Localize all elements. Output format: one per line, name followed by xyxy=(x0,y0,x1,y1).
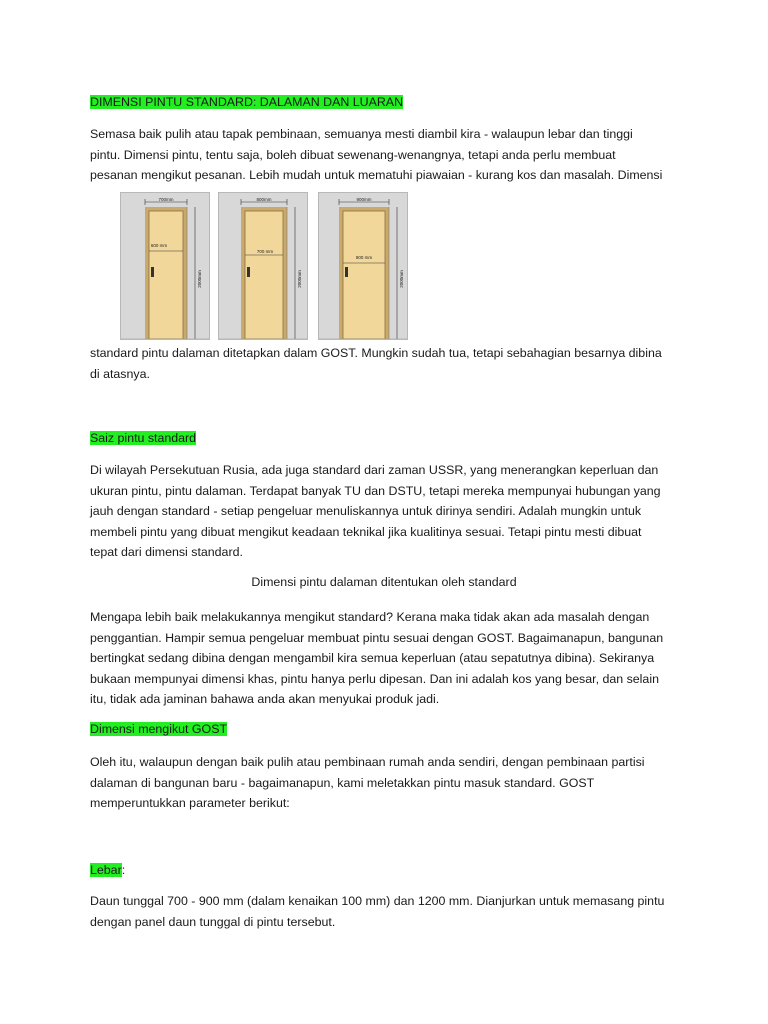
section-heading-standard-door-dimensions xyxy=(90,95,403,109)
paragraph-line: Mengapa lebih baik melakukannya mengikut standard? Kerana maka tidak akan ada masalah dengan xyxy=(90,610,650,624)
section2-paragraph xyxy=(90,460,690,563)
door-top-width-label: 800mm xyxy=(256,197,272,202)
after-figure-paragraph xyxy=(90,343,690,384)
section-heading-door-size xyxy=(90,431,196,445)
paragraph-line: Di wilayah Persekutuan Rusia, ada juga standard dari zaman USSR, yang menerangkan keperluan dan xyxy=(90,463,659,477)
door-height-label: 2000mm xyxy=(197,270,202,288)
paragraph-line: pintu. Dimensi pintu, tentu saja, boleh dibuat sewenang-wenangnya, tetapi anda perlu membuat xyxy=(90,147,616,162)
intro-paragraph xyxy=(90,124,690,186)
section2-paragraph-2 xyxy=(90,607,690,710)
door-top-width-label: 700mm xyxy=(158,197,174,202)
paragraph-line: Semasa baik pulih atau tapak pembinaan, semuanya mesti diambil kira - walaupun lebar dan tinggi xyxy=(90,127,633,141)
section3-paragraph xyxy=(90,752,690,814)
section-heading-width xyxy=(90,863,125,877)
paragraph-line: Daun tunggal 700 - 900 mm (dalam kenaikan 100 mm) dan 1200 mm. Dianjurkan untuk memasang pintu xyxy=(90,894,665,908)
centered-caption: Dimensi pintu dalaman ditentukan oleh standard xyxy=(251,575,517,589)
section-heading-gost-dimensions xyxy=(90,722,227,736)
heading-highlight: DIMENSI PINTU STANDARD: DALAMAN DAN LUARAN xyxy=(90,95,404,109)
paragraph-line: standard pintu dalaman ditetapkan dalam GOST. Mungkin sudah tua, tetapi sebahagian besarnya dibina xyxy=(90,346,662,360)
door-height-label: 2000mm xyxy=(297,270,302,288)
paragraph-line: jauh dengan standard - setiap pengeluar menuliskannya untuk dirinya sendiri. Adalah mungkin untuk xyxy=(90,504,642,518)
paragraph-line: bukaan mempunyai dimensi khas, pintu hanya perlu dipesan. Dan ini adalah kos yang besar, dan selain xyxy=(90,671,659,686)
door-height-label: 2000mm xyxy=(399,270,404,288)
paragraph-line: Oleh itu, walaupun dengan baik pulih atau pembinaan rumah anda sendiri, dengan pembinaan partisi xyxy=(90,755,645,769)
paragraph-line: penggantian. Hampir semua pengeluar membuat pintu sesuai dengan GOST. Bagaimanapun, bangunan xyxy=(90,630,664,645)
paragraph-line: pesanan mengikut pesanan. Lebih mudah untuk mematuhi piawaian - kurang kos dan masalah. Dimensi xyxy=(90,168,663,182)
paragraph-line: itu, tidak ada jaminan bahawa anda akan menyukai produk jadi. xyxy=(90,692,440,706)
heading-highlight: Lebar xyxy=(90,863,122,877)
door-diagram-900 xyxy=(318,192,408,340)
paragraph-line: ukuran pintu, pintu dalaman. Terdapat banyak TU dan DSTU, tetapi mereka mempunyai hubungan yang xyxy=(90,483,661,498)
door-diagram-700 xyxy=(120,192,210,340)
paragraph-line: di atasnya. xyxy=(90,366,150,381)
heading-colon: : xyxy=(121,863,126,877)
paragraph-line: dalaman di bangunan baru - bagaimanapun, kami meletakkan pintu masuk standard. GOST xyxy=(90,775,595,790)
door-diagram-800 xyxy=(218,192,308,340)
paragraph-line: bertingkat sedang dibina dengan mengambil kira semua keperluan (atau sepatutnya dibina). Sekiranya xyxy=(90,651,655,665)
paragraph-line: tepat dari dimensi standard. xyxy=(90,545,243,559)
paragraph-line: dengan panel daun tunggal di pintu tersebut. xyxy=(90,914,336,929)
door-inner-width-label: 700 mm xyxy=(256,249,274,254)
door-inner-width-label: 800 mm xyxy=(355,255,373,260)
door-top-width-label: 900mm xyxy=(356,197,372,202)
paragraph-line: membeli pintu yang dibuat mengikut keadaan teknikal jika kualitinya sesuai. Tetapi pintu mesti dibuat xyxy=(90,524,642,539)
paragraph-line: memperuntukkan parameter berikut: xyxy=(90,796,290,810)
heading-highlight: Dimensi mengikut GOST xyxy=(90,722,228,736)
door-inner-width-label: 600 mm xyxy=(150,243,168,248)
heading-highlight: Saiz pintu standard xyxy=(90,431,197,445)
section4-paragraph xyxy=(90,891,690,932)
